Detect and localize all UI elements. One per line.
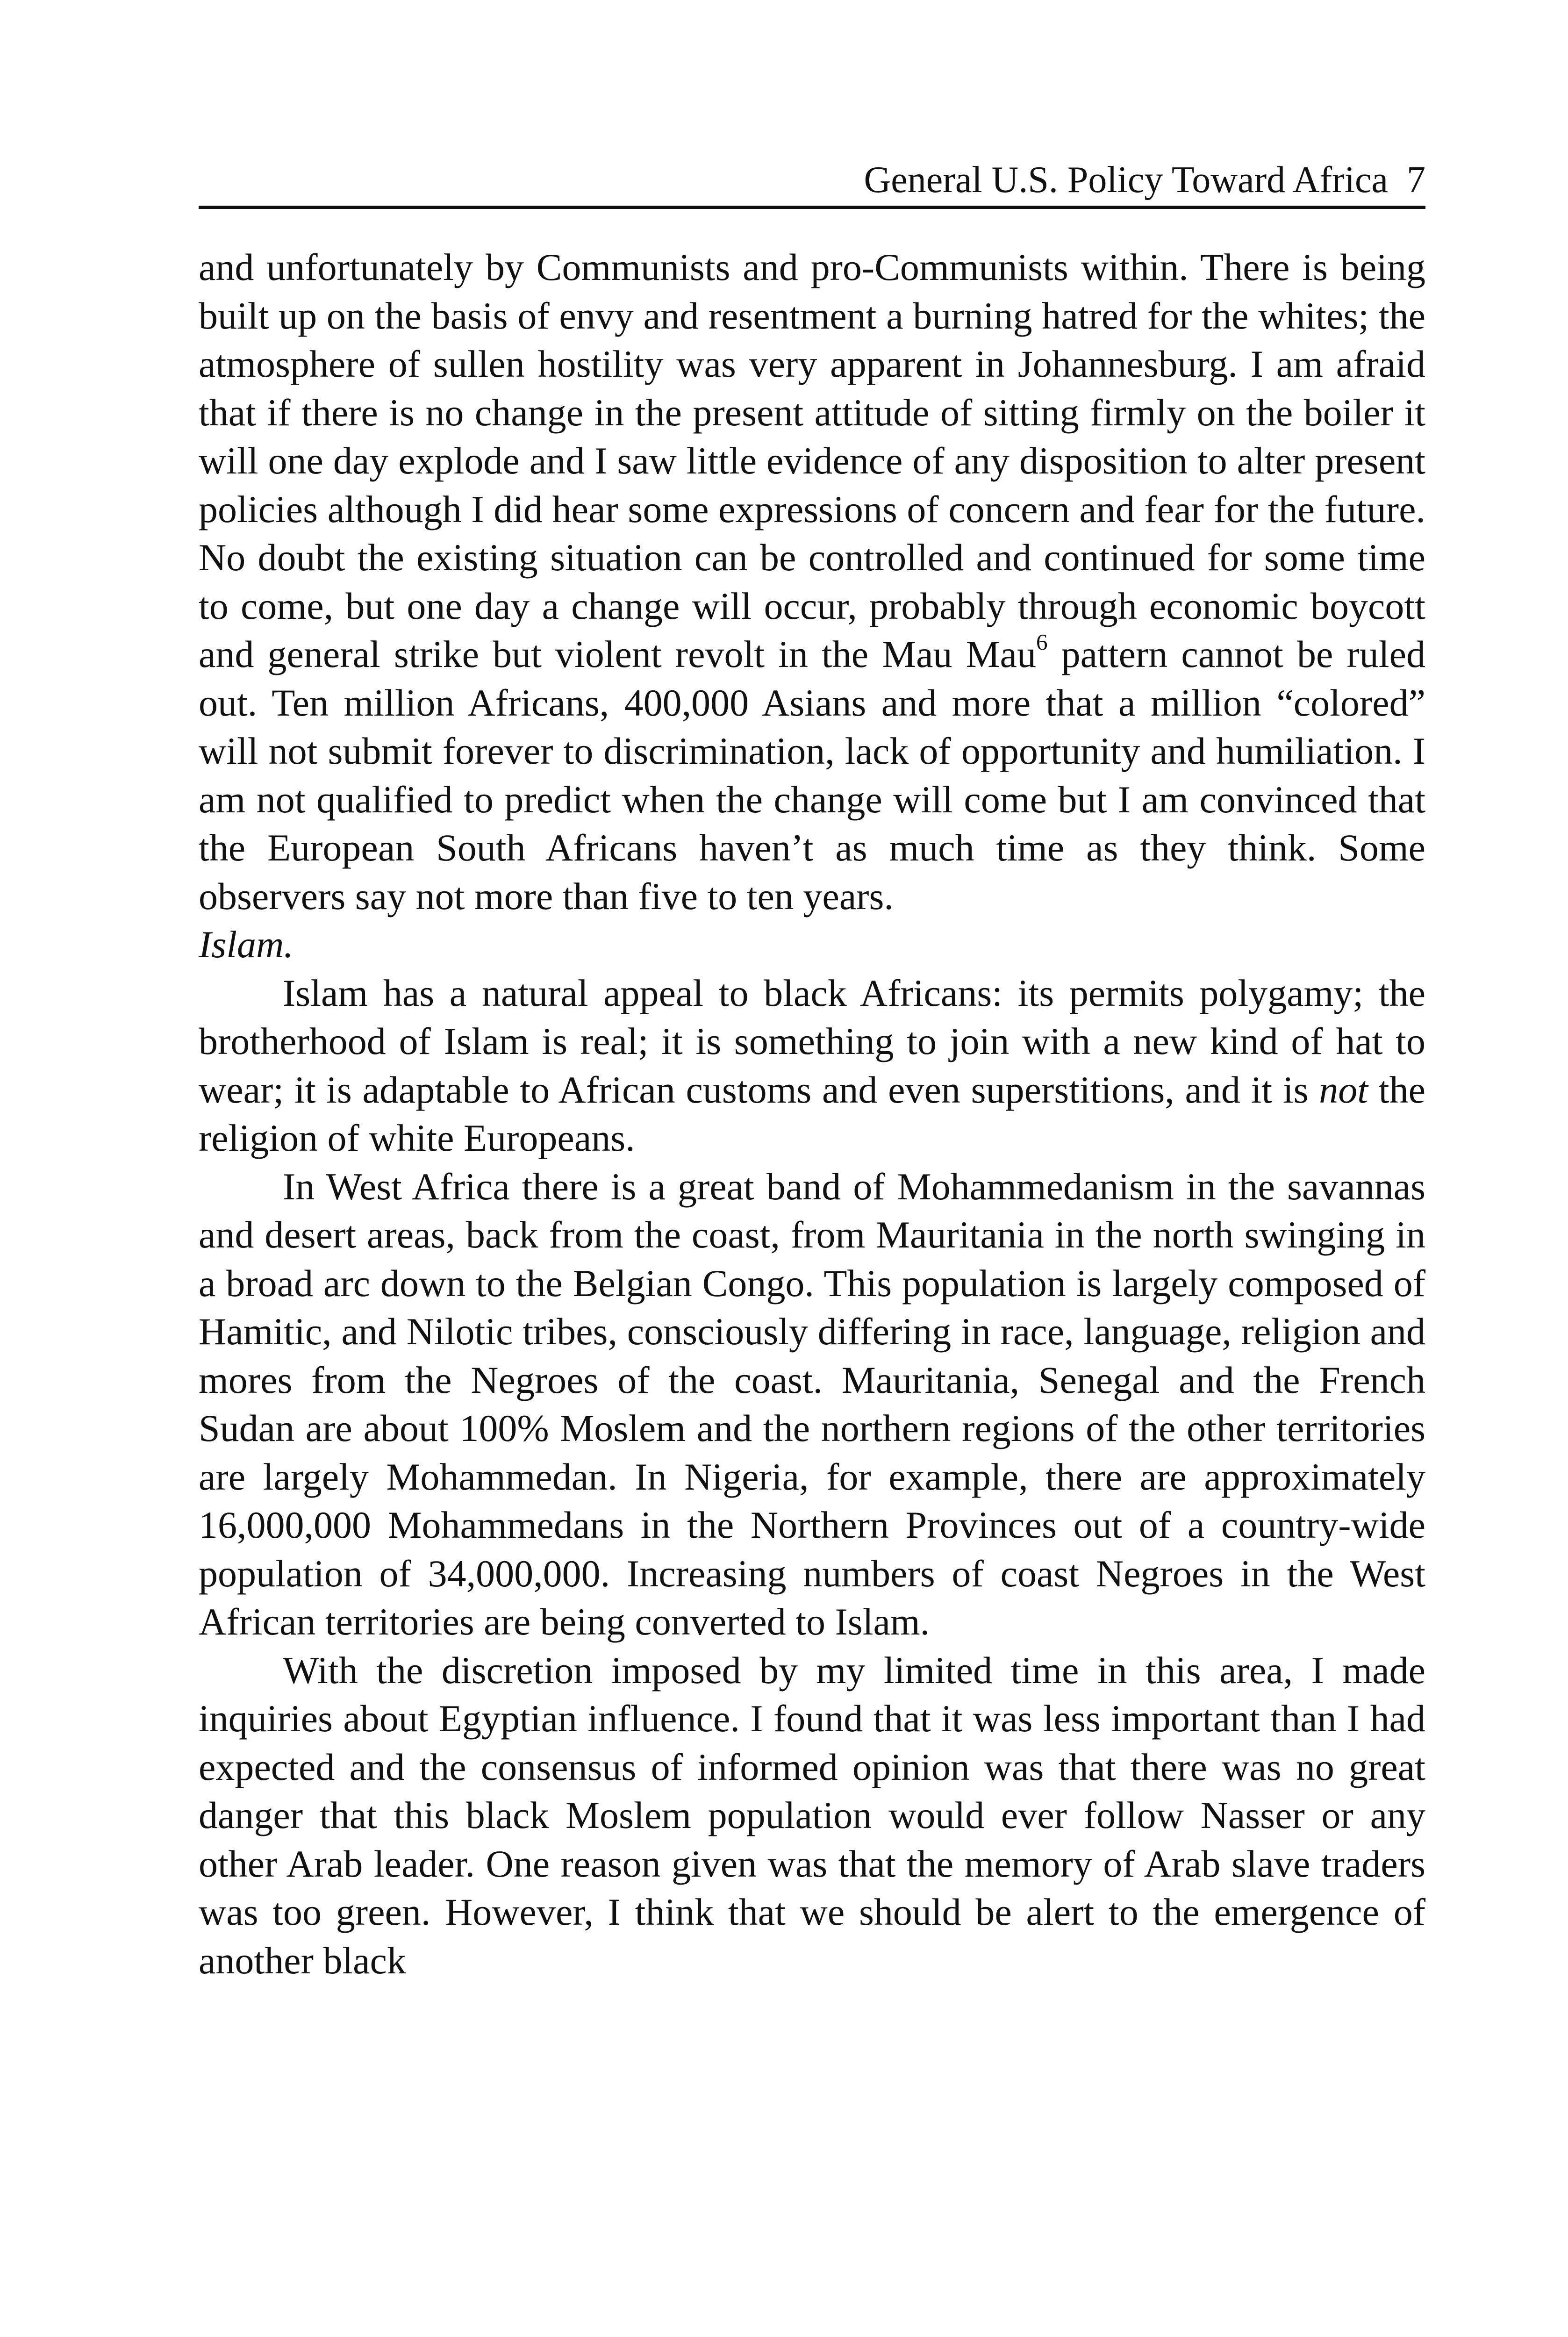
running-title: General U.S. Policy Toward Africa bbox=[864, 159, 1388, 201]
body-text bbox=[199, 243, 1425, 1985]
paragraph-1-part-a: and unfortunately by Communists and pro-Communists within. There is being built up on the basis of envy and resentment a burning hatred for the whites; the atmosphere of sullen hostility was very apparent in Johannesburg. I am afraid that if there is no change in the present attitude of sitting firmly on the boiler it will one day explode and I saw little evidence of any disposition to alter present policies although I did hear some expressions of concern and fear for the future. No doubt the existing situation can be controlled and continued for some time to come, but one day a change will occur, probably through economic boycott and general strike but violent revolt in the Mau Mau bbox=[199, 246, 1425, 675]
book-page bbox=[199, 0, 1425, 2337]
paragraph-2-part-b: the religion of white Europeans. bbox=[199, 1068, 1425, 1159]
paragraph-1 bbox=[199, 243, 1425, 920]
paragraph-2-part-a: Islam has a natural appeal to black Africans: its permits polygamy; the brotherhood of Islam is real; it is something to join with a new kind of hat to wear; it is adaptable to African customs and even superstitions, and it is bbox=[199, 971, 1425, 1111]
paragraph-4: With the discretion imposed by my limited time in this area, I made inquiries about Egyptian influence. I found that it was less important than I had expected and the consensus of informed opinion was that there was no great danger that this black Moslem population would ever follow Nasser or any other Arab leader. One reason given was that the memory of Arab slave traders was too green. However, I think that we should be alert to the emergence of another black bbox=[199, 1649, 1425, 1982]
paragraph-1-part-b: pattern cannot be ruled out. Ten million Africans, 400,000 Asians and more that a million “colored” will not submit forever to discrimination, lack of opportunity and humiliation. I am not qualified to predict when the change will come but I am convinced that the European South Africans haven’t as much time as they think. Some observers say not more than five to ten years. bbox=[199, 633, 1425, 918]
section-heading-islam: Islam. bbox=[199, 923, 294, 966]
footnote-reference: 6 bbox=[1036, 629, 1048, 655]
paragraph-2 bbox=[199, 969, 1425, 1162]
running-head bbox=[199, 154, 1425, 209]
page-number: 7 bbox=[1407, 159, 1425, 201]
emphasis-not: not bbox=[1319, 1068, 1368, 1111]
paragraph-3: In West Africa there is a great band of Mohammedanism in the savannas and desert areas, back from the coast, from Mauritania in the north swinging in a broad arc down to the Belgian Congo. This population is largely composed of Hamitic, and Nilotic tribes, consciously differing in race, language, religion and mores from the Negroes of the coast. Mauritania, Senegal and the French Sudan are about 100% Moslem and the northern regions of the other territories are largely Mohammedan. In Nigeria, for example, there are approximately 16,000,000 Mohammedans in the Northern Provinces out of a country-wide population of 34,000,000. Increasing numbers of coast Negroes in the West African territories are being converted to Islam. bbox=[199, 1165, 1425, 1643]
